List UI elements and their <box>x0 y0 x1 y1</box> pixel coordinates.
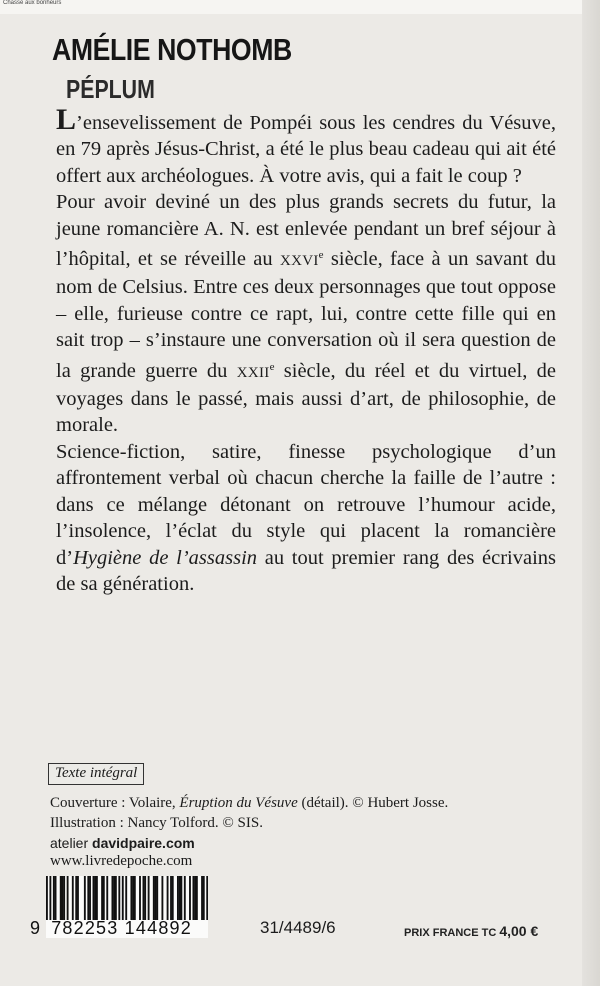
barcode-bar <box>122 876 124 920</box>
book-title: PÉPLUM <box>66 74 155 104</box>
credit-cover-artwork: Éruption du Vésuve <box>179 795 298 811</box>
barcode-bar <box>53 876 55 920</box>
barcode-bar <box>113 876 115 920</box>
barcode-bars <box>46 876 208 920</box>
barcode-bar <box>139 876 141 920</box>
barcode-bar <box>125 876 127 920</box>
author-name: AMÉLIE NOTHOMB <box>52 32 292 67</box>
price-value: 4,00 € <box>499 923 539 939</box>
barcode-bar <box>134 876 136 920</box>
catalog-code: 31/4489/6 <box>260 918 336 937</box>
isbn-lead-digit: 9 <box>30 918 42 938</box>
blurb-paragraph-1 <box>56 103 556 189</box>
blurb-p2-text-c: siècle, du réel et du virtuel, de voyages dans le passé, mais aussi d’art, de philosophie, de morale. <box>56 359 557 437</box>
barcode-bar <box>72 876 74 920</box>
barcode-bar <box>60 876 62 920</box>
barcode-bar <box>62 876 64 920</box>
barcode-bar <box>156 876 158 920</box>
century-sup-2: e <box>269 360 275 373</box>
century-xxii: XXII <box>236 364 270 381</box>
page-top-edge <box>0 0 600 14</box>
blurb-text <box>56 103 557 597</box>
credit-cover-b: (détail). © Hubert Josse. <box>297 795 449 811</box>
credit-atelier <box>50 833 570 853</box>
barcode-bar <box>132 876 134 920</box>
barcode-bar <box>148 876 150 920</box>
barcode-bar <box>143 876 145 920</box>
barcode-bar <box>184 876 186 920</box>
texte-integral-box: Texte intégral <box>48 763 144 785</box>
isbn-digits <box>30 918 192 939</box>
website-link[interactable]: www.livredepoche.com <box>50 853 193 869</box>
price-label: PRIX FRANCE TC <box>404 927 500 939</box>
atelier-label: atelier <box>50 835 93 851</box>
credit-cover-a: Couverture : Volaire, <box>50 795 180 811</box>
century-xxvi: XXVI <box>279 253 319 270</box>
barcode-bar <box>94 876 96 920</box>
blurb-p2-text-a: Pour avoir deviné un des plus grands secrets du futur, la jeune romancière A. N. est enlevée pendant un bref séjour à l’hôpital, et se réveille au <box>56 191 556 271</box>
drop-cap: L <box>56 103 77 136</box>
barcode-bar <box>103 876 105 920</box>
barcode-bar <box>177 876 179 920</box>
barcode-bar <box>179 876 181 920</box>
century-sup-1: e <box>318 249 324 262</box>
barcode-bar <box>130 876 132 920</box>
barcode-bar <box>206 876 208 920</box>
barcode-bar <box>87 876 89 920</box>
barcode-bar <box>192 876 194 920</box>
barcode-bar <box>167 876 169 920</box>
barcode-bar <box>55 876 57 920</box>
blurb-p3-italic-title: Hygiène de l’assassin <box>73 546 258 569</box>
barcode-bar <box>196 876 198 920</box>
barcode-bar <box>93 876 95 920</box>
barcode-bar <box>89 876 91 920</box>
barcode-bar <box>111 876 113 920</box>
barcode-bar <box>63 876 65 920</box>
barcode-bar <box>84 876 86 920</box>
barcode-bar <box>194 876 196 920</box>
credit-illustration: Illustration : Nancy Tolford. © SIS. <box>50 815 263 831</box>
barcode-bar <box>170 876 172 920</box>
barcode-bar <box>75 876 77 920</box>
barcode-bar <box>161 876 163 920</box>
barcode-bar <box>106 876 108 920</box>
barcode-bar <box>77 876 79 920</box>
barcode-bar <box>144 876 146 920</box>
isbn-rest: 782253 144892 <box>51 918 192 938</box>
blurb-p3-text-a: Science-fiction, satire, finesse psychologique d’un affrontement verbal où chacun cherche la faille de l’autre : dans ce mélange détonant on retrouve l’humour acide, l’insolence, l’éclat du style qui placent la romancière d’ <box>56 440 556 569</box>
page-right-edge <box>582 0 600 986</box>
barcode-bar <box>201 876 203 920</box>
source-watermark: Chasse aux bonheurs <box>3 0 62 6</box>
credit-cover <box>50 793 570 813</box>
blurb-p3-text-b: au tout premier rang des écrivains de sa génération. <box>56 546 556 595</box>
atelier-site: davidpaire.com <box>92 835 195 851</box>
price <box>404 923 538 939</box>
credits <box>50 793 570 853</box>
blurb-p2-text-b: siècle, face à un savant du nom de Celsius. Entre ces deux personnages que tout oppose – elle, furieuse contre ce rapt, lui, contre cette fille qui en sait trop – s’instaure une conversation où il sera question de la grande guerre du <box>56 248 556 382</box>
barcode-bar <box>67 876 69 920</box>
barcode-bar <box>115 876 117 920</box>
barcode-bar <box>153 876 155 920</box>
barcode-bar <box>180 876 182 920</box>
barcode-bar <box>203 876 205 920</box>
barcode-bar <box>101 876 103 920</box>
blurb-paragraph-3 <box>56 439 556 597</box>
barcode-bar <box>96 876 98 920</box>
barcode-bar <box>189 876 191 920</box>
blurb-paragraph-2 <box>56 189 556 439</box>
barcode-bar <box>172 876 174 920</box>
barcode-bar <box>118 876 120 920</box>
barcode-bar <box>46 876 48 920</box>
blurb-p1-text: ’ensevelissement de Pompéi sous les cendres du Vésuve, en 79 après Jésus-Christ, a été le plus beau cadeau qui ait été offert aux archéologues. À votre avis, qui a fait le coup ? <box>56 112 556 187</box>
barcode-bar <box>49 876 51 920</box>
barcode-bar <box>155 876 157 920</box>
